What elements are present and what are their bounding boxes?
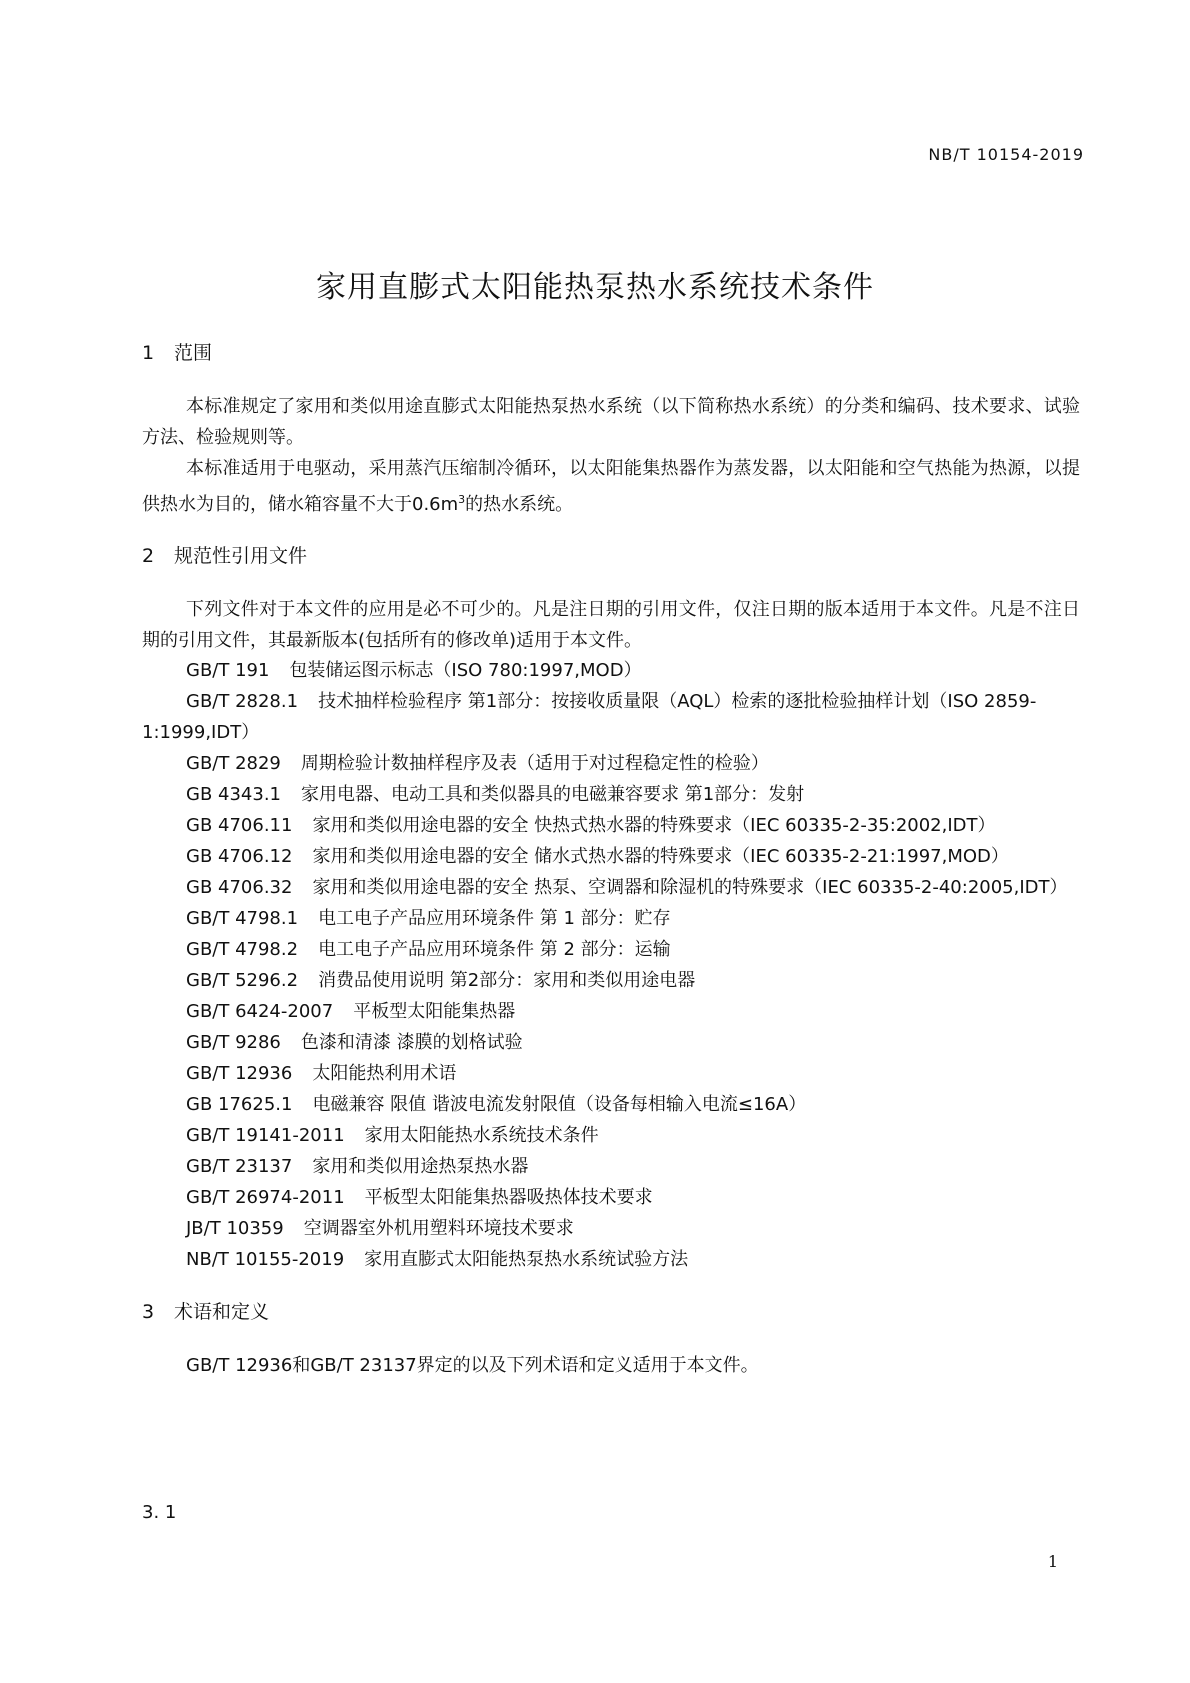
reference-title: 电工电子产品应用环境条件 第 1 部分：贮存 bbox=[318, 908, 671, 929]
reference-item bbox=[142, 1058, 1080, 1089]
reference-item bbox=[142, 872, 1080, 903]
page-number: 1 bbox=[1047, 1552, 1058, 1571]
reference-item bbox=[142, 1089, 1080, 1120]
standard-code: NB/T 10154-2019 bbox=[928, 145, 1084, 164]
reference-code: GB 4706.32 bbox=[186, 877, 293, 898]
section-title: 规范性引用文件 bbox=[174, 545, 308, 567]
reference-title: 家用电器、电动工具和类似器具的电磁兼容要求 第1部分：发射 bbox=[301, 784, 805, 805]
terms-intro bbox=[142, 1350, 1080, 1381]
section-number: 3 bbox=[142, 1301, 155, 1323]
normative-intro-paragraph: 下列文件对于本文件的应用是必不可少的。凡是注日期的引用文件，仅注日期的版本适用于本文件。凡是不注日期的引用文件，其最新版本(包括所有的修改单)适用于本文件。 bbox=[142, 599, 1080, 651]
reference-title: 家用和类似用途电器的安全 储水式热水器的特殊要求（IEC 60335-2-21:1997,MOD） bbox=[312, 846, 1009, 867]
reference-item bbox=[142, 965, 1080, 996]
reference-item bbox=[142, 1151, 1080, 1182]
section-3-heading bbox=[142, 1297, 269, 1324]
reference-item bbox=[142, 748, 1080, 779]
reference-item bbox=[142, 1213, 1080, 1244]
reference-code: NB/T 10155-2019 bbox=[186, 1249, 345, 1270]
section-2-heading bbox=[142, 541, 307, 568]
reference-code: GB/T 4798.1 bbox=[186, 908, 299, 929]
reference-item bbox=[142, 779, 1080, 810]
section-number: 1 bbox=[142, 342, 155, 364]
scope-paragraph-2: 本标准适用于电驱动，采用蒸汽压缩制冷循环，以太阳能集热器作为蒸发器，以太阳能和空气热能为热源，以提供热水为目的，储水箱容量不大于$0.6m^3$的热水系统。 bbox=[142, 458, 1080, 515]
reference-item bbox=[142, 655, 1080, 686]
reference-code: GB/T 23137 bbox=[186, 1156, 293, 1177]
reference-title: 平板型太阳能集热器 bbox=[353, 1001, 516, 1022]
reference-code: GB 17625.1 bbox=[186, 1094, 293, 1115]
reference-title: 电工电子产品应用环境条件 第 2 部分：运输 bbox=[318, 939, 671, 960]
section-number: 2 bbox=[142, 545, 155, 567]
document-title: 家用直膨式太阳能热泵热水系统技术条件 bbox=[316, 270, 874, 305]
reference-code: JB/T 10359 bbox=[186, 1218, 284, 1239]
reference-title: 电磁兼容 限值 谐波电流发射限值（设备每相输入电流≤16A） bbox=[312, 1094, 807, 1115]
reference-code: GB/T 12936 bbox=[186, 1063, 293, 1084]
reference-item bbox=[142, 1027, 1080, 1058]
reference-code: GB/T 2829 bbox=[186, 753, 281, 774]
clause-3-1: 3. 1 bbox=[142, 1502, 177, 1523]
reference-item bbox=[142, 996, 1080, 1027]
reference-item bbox=[142, 1120, 1080, 1151]
section-title: 范围 bbox=[174, 342, 213, 364]
reference-item bbox=[142, 934, 1080, 965]
reference-title: 空调器室外机用塑料环境技术要求 bbox=[303, 1218, 574, 1239]
reference-code: GB 4343.1 bbox=[186, 784, 282, 805]
scope-text bbox=[142, 391, 1080, 520]
reference-code: GB/T 6424-2007 bbox=[186, 1001, 334, 1022]
reference-item bbox=[142, 686, 1080, 748]
reference-item bbox=[142, 903, 1080, 934]
reference-code: GB/T 191 bbox=[186, 660, 270, 681]
reference-title: 平板型太阳能集热器吸热体技术要求 bbox=[364, 1187, 653, 1208]
reference-title: 家用太阳能热水系统技术条件 bbox=[364, 1125, 599, 1146]
reference-code: GB/T 26974-2011 bbox=[186, 1187, 345, 1208]
reference-item bbox=[142, 1244, 1080, 1275]
reference-title: 周期检验计数抽样程序及表（适用于对过程稳定性的检验） bbox=[300, 753, 769, 774]
reference-item bbox=[142, 810, 1080, 841]
reference-code: GB/T 19141-2011 bbox=[186, 1125, 345, 1146]
reference-title: 家用直膨式太阳能热泵热水系统试验方法 bbox=[364, 1249, 689, 1270]
reference-code: GB/T 9286 bbox=[186, 1032, 281, 1053]
reference-code: GB/T 5296.2 bbox=[186, 970, 299, 991]
reference-title: 色漆和清漆 漆膜的划格试验 bbox=[300, 1032, 523, 1053]
reference-code: GB/T 4798.2 bbox=[186, 939, 299, 960]
reference-list bbox=[142, 655, 1080, 1275]
terms-intro-paragraph: GB/T 12936和GB/T 23137界定的以及下列术语和定义适用于本文件。 bbox=[186, 1355, 759, 1376]
reference-code: GB 4706.12 bbox=[186, 846, 293, 867]
scope-paragraph-1: 本标准规定了家用和类似用途直膨式太阳能热泵热水系统（以下简称热水系统）的分类和编码、技术要求、试验方法、检验规则等。 bbox=[142, 396, 1080, 448]
reference-title: 包装储运图示标志（ISO 780:1997,MOD） bbox=[289, 660, 642, 681]
reference-title: 太阳能热利用术语 bbox=[312, 1063, 457, 1084]
reference-code: GB/T 2828.1 bbox=[186, 691, 299, 712]
normative-intro bbox=[142, 594, 1080, 656]
section-title: 术语和定义 bbox=[174, 1301, 270, 1323]
section-1-heading bbox=[142, 338, 212, 365]
reference-title: 技术抽样检验程序 第1部分：按接收质量限（AQL）检索的逐批检验抽样计划（ISO 2859-1:1999,IDT） bbox=[142, 691, 1037, 743]
reference-title: 家用和类似用途电器的安全 快热式热水器的特殊要求（IEC 60335-2-35:2002,IDT） bbox=[312, 815, 996, 836]
reference-code: GB 4706.11 bbox=[186, 815, 293, 836]
reference-title: 家用和类似用途热泵热水器 bbox=[312, 1156, 529, 1177]
reference-item bbox=[142, 841, 1080, 872]
reference-item bbox=[142, 1182, 1080, 1213]
reference-title: 消费品使用说明 第2部分：家用和类似用途电器 bbox=[318, 970, 696, 991]
reference-title: 家用和类似用途电器的安全 热泵、空调器和除湿机的特殊要求（IEC 60335-2-40:2005,IDT） bbox=[312, 877, 1068, 898]
